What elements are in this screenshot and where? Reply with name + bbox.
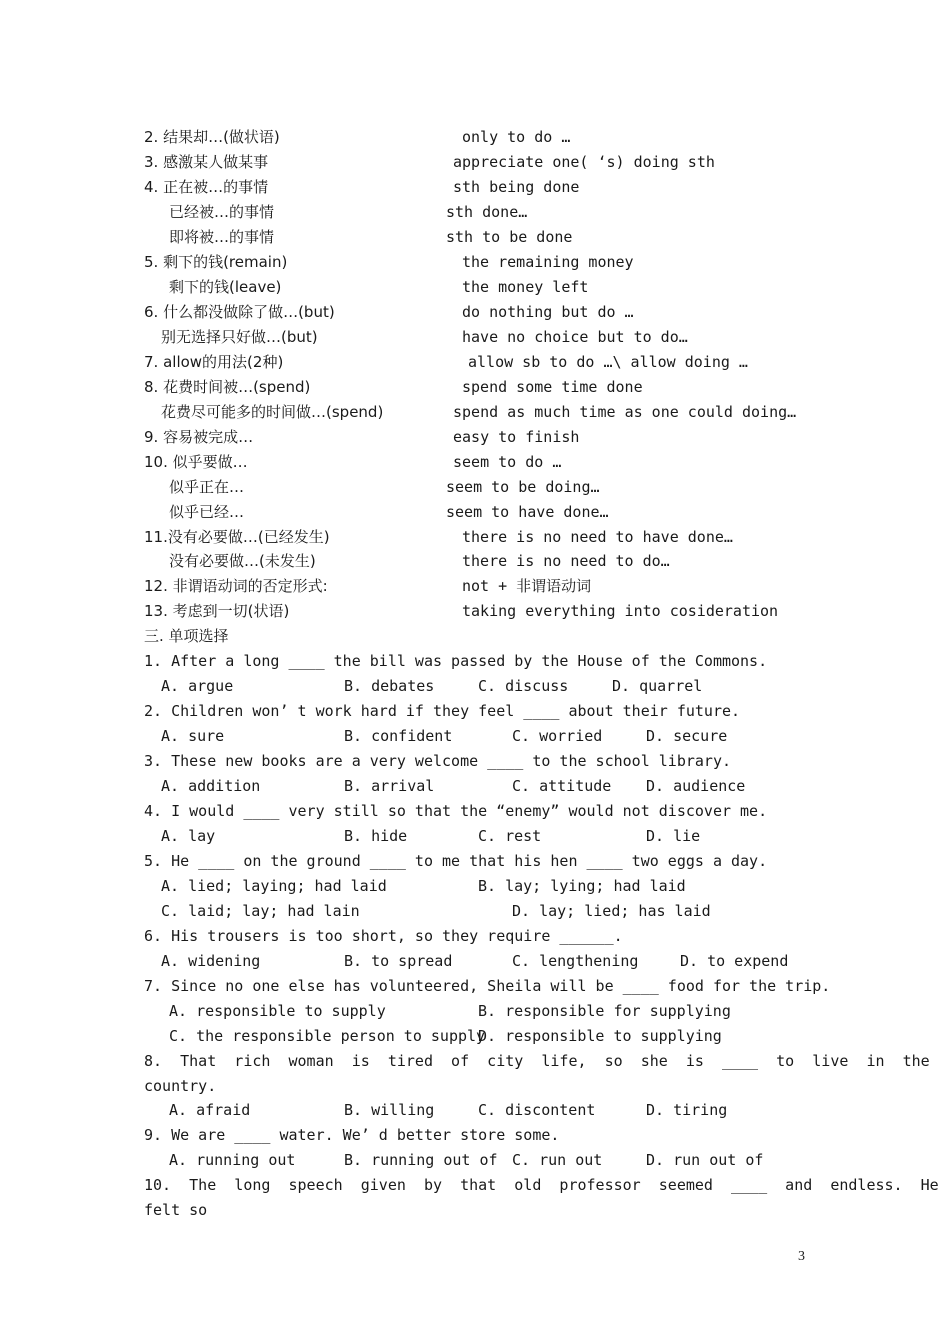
option: C. rest: [478, 827, 542, 845]
option: B. arrival: [344, 777, 435, 795]
question-stem: 10. The long speech given by that old professor seemed ____ and endless. He: [144, 1176, 939, 1194]
question-stem: 4. I would ____ very still so that the “enemy” would not discover me.: [144, 802, 768, 820]
phrase-en: easy to finish: [453, 428, 580, 446]
option: D. audience: [646, 777, 746, 795]
option: C. discuss: [478, 677, 569, 695]
phrase-en: there is no need to do…: [462, 552, 670, 570]
phrase-en: the money left: [462, 278, 589, 296]
question-stem: 6. His trousers is too short, so they require ______.: [144, 927, 623, 945]
option: B. running out of: [344, 1151, 498, 1169]
option: A. running out: [169, 1151, 296, 1169]
option: B. debates: [344, 677, 435, 695]
phrase-cn: 10. 似乎要做…: [144, 453, 248, 471]
phrase-cn: 11.没有必要做…(已经发生): [144, 528, 330, 546]
phrase-cn: 6. 什么都没做除了做…(but): [144, 303, 335, 321]
option: C. attitude: [512, 777, 612, 795]
question-stem: 1. After a long ____ the bill was passed by the House of the Commons.: [144, 652, 768, 670]
option: C. discontent: [478, 1101, 596, 1119]
option: C. worried: [512, 727, 603, 745]
phrase-cn: 5. 剩下的钱(remain): [144, 253, 288, 271]
option: A. responsible to supply: [169, 1002, 386, 1020]
phrase-cn: 9. 容易被完成…: [144, 428, 254, 446]
option: A. afraid: [169, 1101, 251, 1119]
question-stem-cont: country.: [144, 1077, 217, 1095]
phrase-en: taking everything into cosideration: [462, 602, 779, 620]
option: A. lied; laying; had laid: [161, 877, 387, 895]
phrase-en: seem to have done…: [446, 503, 609, 521]
option: A. sure: [161, 727, 225, 745]
phrase-cn: 花费尽可能多的时间做…(spend): [161, 403, 384, 421]
option: A. addition: [161, 777, 261, 795]
option: D. lie: [646, 827, 701, 845]
section-title: 三. 单项选择: [144, 627, 229, 645]
option: C. laid; lay; had lain: [161, 902, 360, 920]
phrase-cn: 即将被…的事情: [169, 228, 275, 246]
phrase-en: appreciate one( ‘s) doing sth: [453, 153, 715, 171]
question-stem: 7. Since no one else has volunteered, Sheila will be ____ food for the trip.: [144, 977, 831, 995]
option: C. lengthening: [512, 952, 639, 970]
page-number: 3: [798, 1249, 805, 1264]
option: B. responsible for supplying: [478, 1002, 731, 1020]
option: B. to spread: [344, 952, 453, 970]
phrase-en: spend as much time as one could doing…: [453, 403, 797, 421]
question-stem: 5. He ____ on the ground ____ to me that his hen ____ two eggs a day.: [144, 852, 768, 870]
option: B. willing: [344, 1101, 435, 1119]
phrase-cn: 剩下的钱(leave): [169, 278, 282, 296]
question-stem: 9. We are ____ water. We’ d better store some.: [144, 1126, 560, 1144]
option: D. run out of: [646, 1151, 764, 1169]
phrase-en: sth being done: [453, 178, 580, 196]
option: D. tiring: [646, 1101, 728, 1119]
phrase-en: sth to be done: [446, 228, 573, 246]
phrase-en: allow sb to do …\ allow doing …: [468, 353, 748, 371]
phrase-en: there is no need to have done…: [462, 528, 733, 546]
phrase-cn: 13. 考虑到一切(状语): [144, 602, 290, 620]
option: D. lay; lied; has laid: [512, 902, 711, 920]
phrase-en: seem to do …: [453, 453, 562, 471]
option: C. the responsible person to supply: [169, 1027, 486, 1045]
option: A. lay: [161, 827, 216, 845]
option: A. argue: [161, 677, 234, 695]
phrase-cn: 12. 非谓语动词的否定形式:: [144, 577, 328, 595]
phrase-en: sth done…: [446, 203, 528, 221]
option: A. widening: [161, 952, 261, 970]
phrase-en: do nothing but do …: [462, 303, 634, 321]
option: D. responsible to supplying: [478, 1027, 722, 1045]
phrase-cn: 没有必要做…(未发生): [169, 552, 316, 570]
option: B. lay; lying; had laid: [478, 877, 686, 895]
option: D. secure: [646, 727, 728, 745]
phrase-cn: 4. 正在被…的事情: [144, 178, 269, 196]
phrase-cn: 别无选择只好做…(but): [161, 328, 318, 346]
phrase-en: only to do …: [462, 128, 571, 146]
phrase-en: spend some time done: [462, 378, 643, 396]
option: B. hide: [344, 827, 408, 845]
phrase-cn: 似乎已经…: [169, 503, 245, 521]
phrase-cn: 7. allow的用法(2种): [144, 353, 284, 371]
question-stem: 3. These new books are a very welcome ____ to the school library.: [144, 752, 731, 770]
question-stem: 2. Children won’ t work hard if they feel ____ about their future.: [144, 702, 741, 720]
phrase-cn: 3. 感激某人做某事: [144, 153, 269, 171]
option: C. run out: [512, 1151, 603, 1169]
option: D. to expend: [680, 952, 789, 970]
phrase-en: the remaining money: [462, 253, 634, 271]
phrase-en: not + 非谓语动词: [462, 577, 592, 595]
phrase-en: have no choice but to do…: [462, 328, 688, 346]
phrase-cn: 8. 花费时间被…(spend): [144, 378, 311, 396]
phrase-cn: 已经被…的事情: [169, 203, 275, 221]
phrase-cn: 似乎正在…: [169, 478, 245, 496]
question-stem-cont: felt so: [144, 1201, 208, 1219]
option: D. quarrel: [612, 677, 703, 695]
phrase-en: seem to be doing…: [446, 478, 600, 496]
question-stem: 8. That rich woman is tired of city life, so she is ____ to live in the: [144, 1052, 930, 1070]
option: B. confident: [344, 727, 453, 745]
phrase-cn: 2. 结果却…(做状语): [144, 128, 280, 146]
